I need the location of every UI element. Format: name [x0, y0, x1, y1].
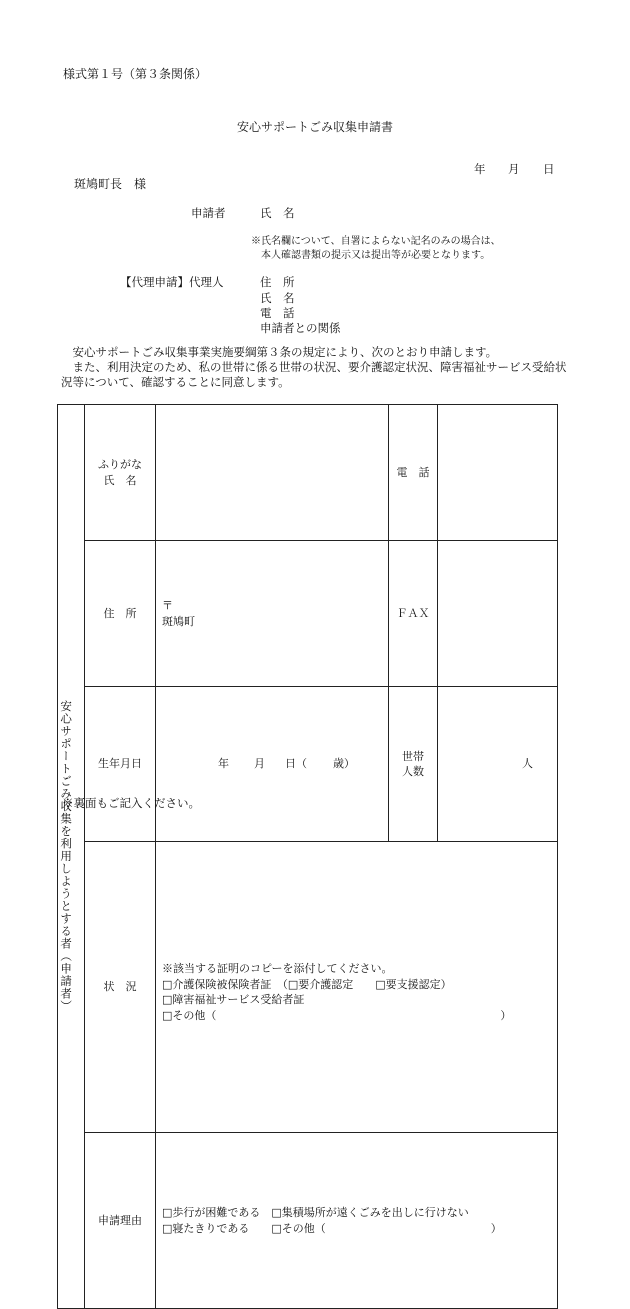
status-other-prefix: □その他（ — [162, 1009, 216, 1022]
birthdate-field[interactable] — [156, 687, 389, 842]
applicant-side-label: 安心サポートごみ収集を利用しようとする者（申請者） — [58, 405, 74, 1308]
fax-field[interactable] — [438, 541, 558, 687]
furigana-label: ふりがな — [85, 457, 155, 472]
status-option-other[interactable] — [162, 1008, 557, 1023]
status-option-care-insurance[interactable]: □介護保険被保険者証 （□要介護認定 □要支援認定） — [162, 977, 557, 992]
applicant-side-label-cell — [58, 405, 85, 1309]
household-label-line2: 人数 — [389, 764, 437, 779]
document-title: 安心サポートごみ収集申請書 — [0, 119, 630, 135]
birth-day-label: 日（ — [285, 757, 307, 770]
birth-month-label: 月 — [254, 757, 265, 770]
signature-note-line1: ※氏名欄について、自署によらない記名のみの場合は、 — [251, 235, 501, 250]
consent-paragraph-1: 安心サポートごみ収集事業実施要綱第３条の規定により、次のとおり申請します。 — [61, 345, 571, 360]
reason-field — [156, 1133, 558, 1309]
proxy-address-label: 住 所 — [260, 275, 295, 291]
birth-age-label: 歳） — [333, 757, 355, 770]
reason-label — [85, 1133, 156, 1309]
address-field[interactable] — [156, 541, 389, 687]
status-other-suffix: ） — [500, 1009, 511, 1022]
birth-year-label: 年 — [218, 757, 229, 770]
consent-paragraph-2: また、利用決定のため、私の世帯に係る世帯の状況、要介護認定状況、障害福祉サービス受給状況等について、確認することに同意します。 — [61, 360, 571, 390]
status-label: 状 況 — [85, 841, 156, 1132]
reason-other-prefix — [162, 1222, 326, 1235]
household-label-line1: 世帯 — [389, 749, 437, 764]
status-note: ※該当する証明のコピーを添付してください。 — [162, 961, 557, 976]
proxy-label: 【代理申請】代理人 — [120, 275, 224, 291]
applicant-name-label: 氏 名 — [260, 206, 295, 222]
postal-mark: 〒 — [162, 598, 388, 613]
birthdate-label: 生年月日 — [85, 687, 156, 842]
household-size-label — [389, 687, 438, 842]
household-size-field[interactable] — [438, 687, 558, 842]
signature-note-line2: 本人確認書類の提示又は提出等が必要となります。 — [261, 249, 490, 264]
date-day-label: 日 — [543, 162, 555, 178]
furigana-name-label-cell — [85, 405, 156, 541]
proxy-relation-label: 申請者との関係 — [260, 321, 341, 337]
reason-other-suffix — [491, 1222, 502, 1235]
status-option-disability[interactable]: □障害福祉サービス受給者証 — [162, 992, 557, 1007]
phone-label: 電 話 — [389, 405, 438, 541]
reverse-side-note: ※裏面もご記入ください。 — [62, 796, 200, 812]
date-year-label: 年 — [474, 162, 486, 178]
addressee: 斑鳩町長 様 — [74, 176, 146, 192]
name-label: 氏 名 — [85, 473, 155, 488]
name-field[interactable] — [156, 405, 389, 541]
form-number: 様式第１号（第３条関係） — [63, 66, 207, 82]
date-month-label: 月 — [508, 162, 520, 178]
reason-option-bedridden[interactable] — [162, 1221, 557, 1236]
address-label: 住 所 — [85, 541, 156, 687]
household-unit: 人 — [522, 757, 533, 770]
proxy-name-label: 氏 名 — [260, 291, 295, 307]
phone-field[interactable] — [438, 405, 558, 541]
status-field — [156, 841, 558, 1132]
fax-label: ＦＡＸ — [389, 541, 438, 687]
consent-text — [61, 345, 571, 391]
town-name: 斑鳩町 — [162, 614, 388, 629]
applicant-label: 申請者 — [191, 206, 226, 222]
application-form-table — [57, 404, 558, 1309]
reason-option-walking[interactable] — [162, 1205, 557, 1220]
proxy-phone-label: 電 話 — [260, 306, 295, 322]
